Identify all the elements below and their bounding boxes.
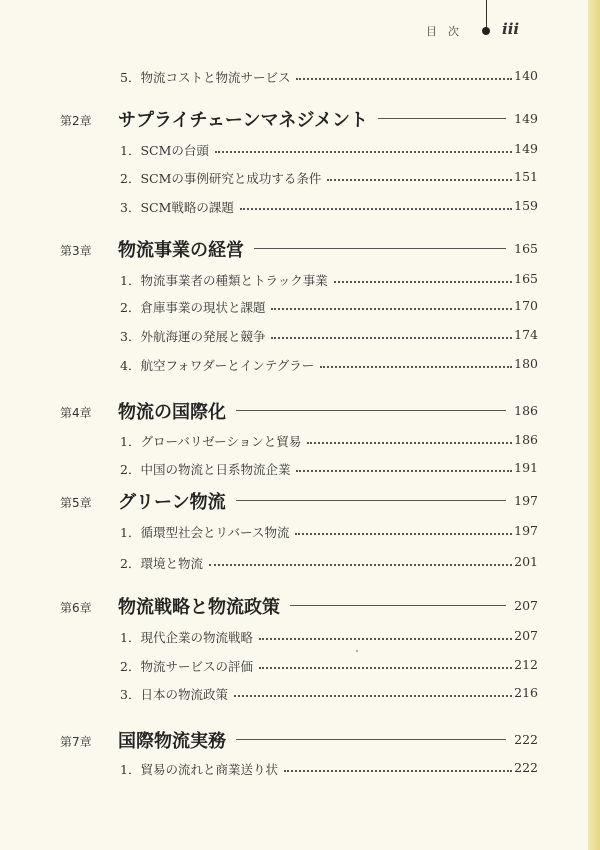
dot-leader: [259, 667, 512, 669]
section-entry: [120, 66, 538, 86]
section-page-number: 222: [514, 760, 538, 775]
section-page-number: 174: [514, 327, 538, 342]
chapter-heading: [60, 236, 538, 262]
chapter-heading: [60, 398, 538, 424]
chapter-leader-line: [378, 118, 506, 119]
section-entry: [120, 354, 538, 374]
dot-leader: [295, 533, 512, 535]
dot-leader: [215, 151, 512, 153]
chapter-heading: [60, 488, 538, 514]
dot-leader: [296, 470, 512, 472]
section-page-number: 191: [514, 460, 538, 475]
dot-leader: [327, 179, 512, 181]
section-title: 5．物流コストと物流サービス: [120, 70, 291, 85]
section-title: 3．日本の物流政策: [120, 687, 228, 702]
section-entry: [120, 269, 538, 289]
chapter-number: 第4章: [60, 406, 92, 420]
section-entry: [120, 196, 538, 216]
section-page-number: 159: [514, 198, 538, 213]
section-title: 1．現代企業の物流戦略: [120, 630, 253, 645]
section-entry: [120, 296, 538, 316]
section-title: 1．貿易の流れと商業送り状: [120, 762, 278, 777]
chapter-number: 第5章: [60, 496, 92, 510]
section-entry: [120, 139, 538, 159]
section-page-number: 149: [514, 141, 538, 156]
dot-leader: [296, 78, 512, 80]
section-title: 2．環境と物流: [120, 556, 203, 571]
section-entry: [120, 167, 538, 187]
chapter-title: 物流の国際化: [118, 402, 226, 423]
section-entry: [120, 655, 538, 675]
chapter-page-number: 165: [514, 241, 538, 256]
chapter-title: 物流戦略と物流政策: [118, 597, 280, 618]
section-entry: [120, 758, 538, 778]
section-entry: [120, 430, 538, 450]
section-entry: [120, 626, 538, 646]
header-page-number: iii: [502, 20, 520, 38]
chapter-leader-line: [236, 500, 506, 501]
chapter-number: 第6章: [60, 601, 92, 615]
section-entry: [120, 552, 538, 572]
chapter-number: 第7章: [60, 735, 92, 749]
section-page-number: 170: [514, 298, 538, 313]
section-page-number: 165: [514, 271, 538, 286]
chapter-page-number: 149: [514, 111, 538, 126]
section-page-number: 151: [514, 169, 538, 184]
chapter-heading: [60, 593, 538, 619]
section-page-number: 201: [514, 554, 538, 569]
chapter-leader-line: [290, 605, 506, 606]
section-entry: [120, 458, 538, 478]
dot-leader: [320, 366, 512, 368]
section-title: 1．循環型社会とリバース物流: [120, 525, 290, 540]
section-page-number: 212: [514, 657, 538, 672]
section-page-number: 207: [514, 628, 538, 643]
section-entry: [120, 683, 538, 703]
dot-leader: [307, 442, 512, 444]
header-label: 目次: [426, 25, 470, 38]
section-entry: [120, 521, 538, 541]
chapter-page-number: 207: [514, 598, 538, 613]
chapter-title: サプライチェーンマネジメント: [118, 110, 369, 131]
section-title: 3．SCM戦略の課題: [120, 200, 234, 215]
chapter-page-number: 197: [514, 493, 538, 508]
section-entry: [120, 325, 538, 345]
section-page-number: 186: [514, 432, 538, 447]
chapter-title: グリーン物流: [118, 492, 226, 513]
section-title: 1．グローバリゼーションと貿易: [120, 434, 302, 449]
chapter-page-number: 222: [514, 732, 538, 747]
chapter-heading: [60, 106, 538, 132]
chapter-number: 第2章: [60, 114, 92, 128]
dot-leader: [334, 281, 512, 283]
dot-leader: [271, 337, 512, 339]
section-page-number: 216: [514, 685, 538, 700]
section-page-number: 140: [514, 68, 538, 83]
chapter-leader-line: [236, 739, 506, 740]
section-title: 1．物流事業者の種類とトラック事業: [120, 273, 328, 288]
dot-leader: [234, 695, 512, 697]
section-title: 3．外航海運の発展と競争: [120, 329, 266, 344]
chapter-heading: [60, 727, 538, 753]
dot-leader: [271, 308, 512, 310]
section-page-number: 197: [514, 523, 538, 538]
dot-leader: [240, 208, 512, 210]
chapter-leader-line: [236, 410, 506, 411]
speck: [356, 650, 358, 652]
chapter-leader-line: [254, 248, 506, 249]
chapter-title: 物流事業の経営: [118, 240, 244, 261]
section-title: 1．SCMの台頭: [120, 143, 209, 158]
dot-leader: [284, 770, 512, 772]
dot-leader: [209, 564, 512, 566]
chapter-title: 国際物流実務: [118, 731, 226, 752]
dot-leader: [259, 638, 512, 640]
section-title: 2．倉庫事業の現状と課題: [120, 300, 266, 315]
section-title: 2．SCMの事例研究と成功する条件: [120, 171, 322, 186]
chapter-number: 第3章: [60, 244, 92, 258]
section-page-number: 180: [514, 356, 538, 371]
section-title: 4．航空フォワダーとインテグラー: [120, 358, 315, 373]
chapter-page-number: 186: [514, 403, 538, 418]
section-title: 2．中国の物流と日系物流企業: [120, 462, 291, 477]
section-title: 2．物流サービスの評価: [120, 659, 253, 674]
